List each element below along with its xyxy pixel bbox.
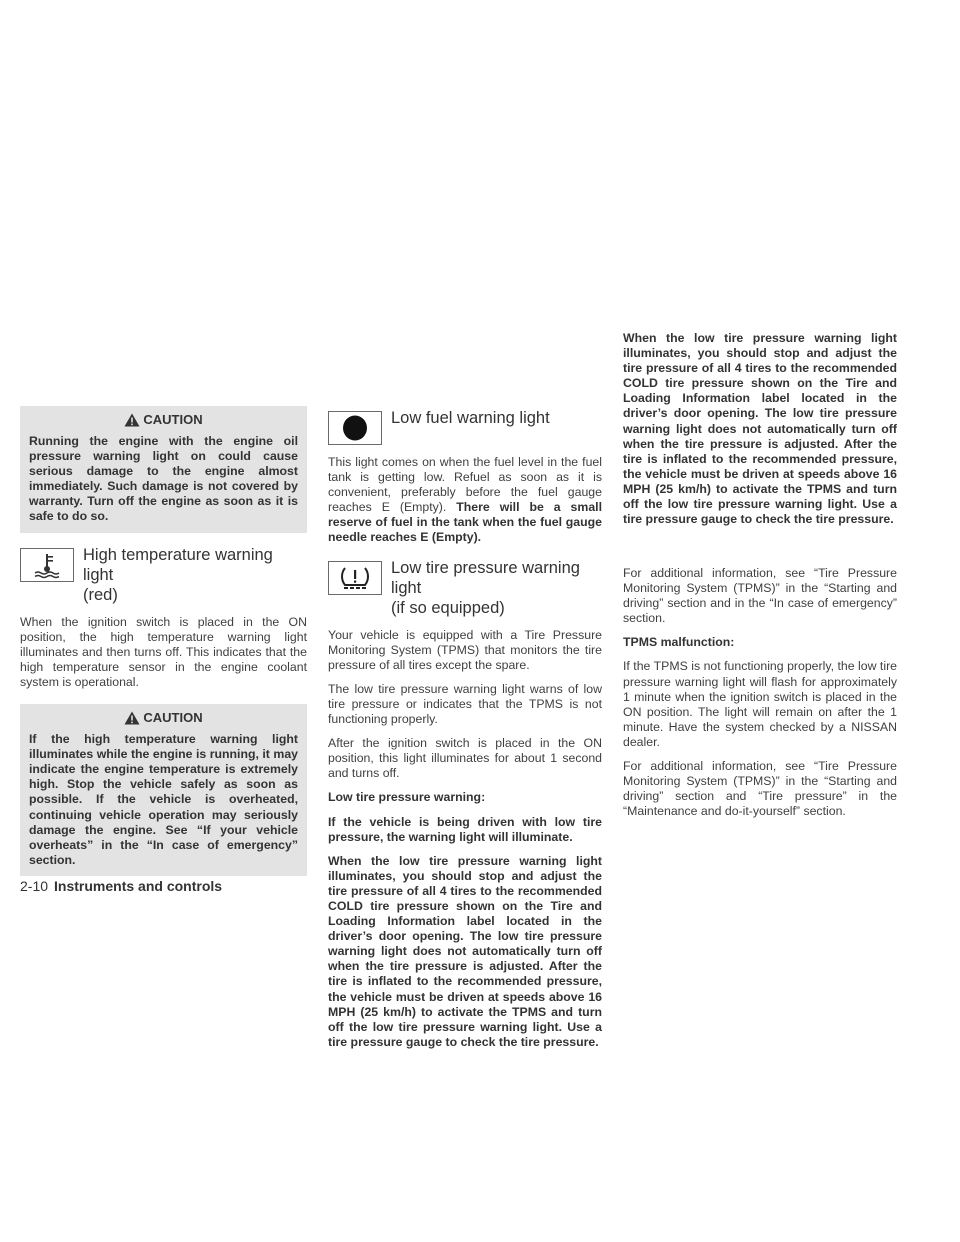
page-number: 2-10 bbox=[20, 878, 49, 894]
high-temp-paragraph: When the ignition switch is placed in the ON position, the high temperature warning light illuminates and then turns off. This indicates that the high temperature sensor in the engine coolant system is operational. bbox=[20, 614, 307, 689]
column-left bbox=[20, 406, 307, 888]
tpms-paragraph-3: After the ignition switch is placed in the ON position, this light illuminates for about 1 second and turns off. bbox=[328, 736, 602, 781]
low-fuel-title: Low fuel warning light bbox=[391, 409, 550, 427]
tpms-title: Low tire pressure warning light (if so equipped) bbox=[391, 558, 580, 617]
tpms-paragraph-5: When the low tire pressure warning light illuminates, you should stop and adjust the tire pressure of all 4 tires to the recommended COLD tire pressure shown on the Tire and Loading Information label located in the driver’s door opening. The low tire pressure warning light does not automatically turn off when the tire pressure is adjusted. After the tire is inflated to the recommended pressure, the vehicle must be driven at speeds above 16 MPH (25 km/h) to activate the TPMS and turn off the low tire pressure warning light. Use a tire pressure gauge to check the tire pressure. bbox=[328, 853, 602, 1049]
tpms-heading bbox=[328, 558, 602, 618]
caution-text: Running the engine with the engine oil pressure warning light on could cause serious damage to the engine almost immediately. Such damage is not covered by warranty. Turn off the engine as soon as it is safe to do so. bbox=[29, 434, 298, 524]
tpms-paragraph-6: For additional information, see “Tire Pressure Monitoring System (TPMS)” in the “Starting and driving” section and in the “In case of emergency” section. bbox=[623, 566, 897, 626]
caution-heading: CAUTION bbox=[29, 710, 298, 725]
tire-pressure-icon bbox=[328, 561, 382, 595]
low-fuel-paragraph: This light comes on when the fuel level in the fuel tank is getting low. Refuel as soon as it is convenient, preferably before the fuel gauge reaches E (Empty). There will be a small reserve of fuel in the tank when the fuel gauge needle reaches E (Empty). bbox=[328, 455, 603, 545]
high-temp-heading bbox=[20, 545, 307, 605]
tpms-paragraph-2: The low tire pressure warning light warns of low tire pressure or indicates that the TPMS is not functioning properly. bbox=[328, 681, 602, 727]
tpms-paragraph-1: Your vehicle is equipped with a Tire Pressure Monitoring System (TPMS) that monitors the tire pressure of all tires except the spare. bbox=[328, 627, 602, 672]
tpms-warning-subheading: Low tire pressure warning: bbox=[328, 790, 486, 805]
tpms-paragraph-8: For additional information, see “Tire Pressure Monitoring System (TPMS)” in the “Starting and driving” section and “Tire pressure” in the “Maintenance and do-it-yourself” section. bbox=[623, 759, 897, 819]
caution-box-overheat bbox=[20, 704, 307, 876]
caution-heading: CAUTION bbox=[29, 412, 298, 427]
tpms-paragraph-7: If the TPMS is not functioning properly, the low tire pressure warning light will flash for approximately 1 minute when the ignition switch is placed in the ON position. The light will remain on after the 1 minute. Have the system checked by a NISSAN dealer. bbox=[623, 659, 897, 749]
caution-triangle-icon bbox=[124, 413, 140, 427]
tpms-malfunction-subheading: TPMS malfunction: bbox=[623, 635, 735, 650]
coolant-temperature-icon bbox=[20, 548, 74, 582]
low-fuel-icon bbox=[328, 411, 382, 445]
section-title: Instruments and controls bbox=[54, 878, 223, 894]
caution-box-oil bbox=[20, 406, 307, 533]
tpms-paragraph-4: If the vehicle is being driven with low tire pressure, the warning light will illuminate. bbox=[328, 814, 602, 844]
low-fuel-heading bbox=[328, 408, 602, 445]
tpms-paragraph-5-continued: When the low tire pressure warning light illuminates, you should stop and adjust the tire pressure of all 4 tires to the recommended COLD tire pressure shown on the Tire and Loading Information label located in the driver’s door opening. The low tire pressure warning light does not automatically turn off when the tire pressure is adjusted. After the tire is inflated to the recommended pressure, the vehicle must be driven at speeds above 16 MPH (25 km/h) to activate the TPMS and turn off the low tire pressure warning light. Use a tire pressure gauge to check the tire pressure. bbox=[623, 331, 897, 527]
caution-triangle-icon bbox=[124, 711, 140, 725]
high-temp-title: High temperature warning light (red) bbox=[83, 545, 273, 604]
column-middle bbox=[328, 406, 603, 1049]
caution-text: If the high temperature warning light illuminates while the engine is running, it may indicate the engine temperature is extremely high. Stop the vehicle safely as soon as possible. If the vehicle is overheated, continuing vehicle operation may seriously damage the engine. See “If your vehicle overheats” in the “In case of emergency” section. bbox=[29, 732, 298, 867]
page-footer bbox=[20, 878, 222, 894]
column-right bbox=[623, 331, 897, 828]
